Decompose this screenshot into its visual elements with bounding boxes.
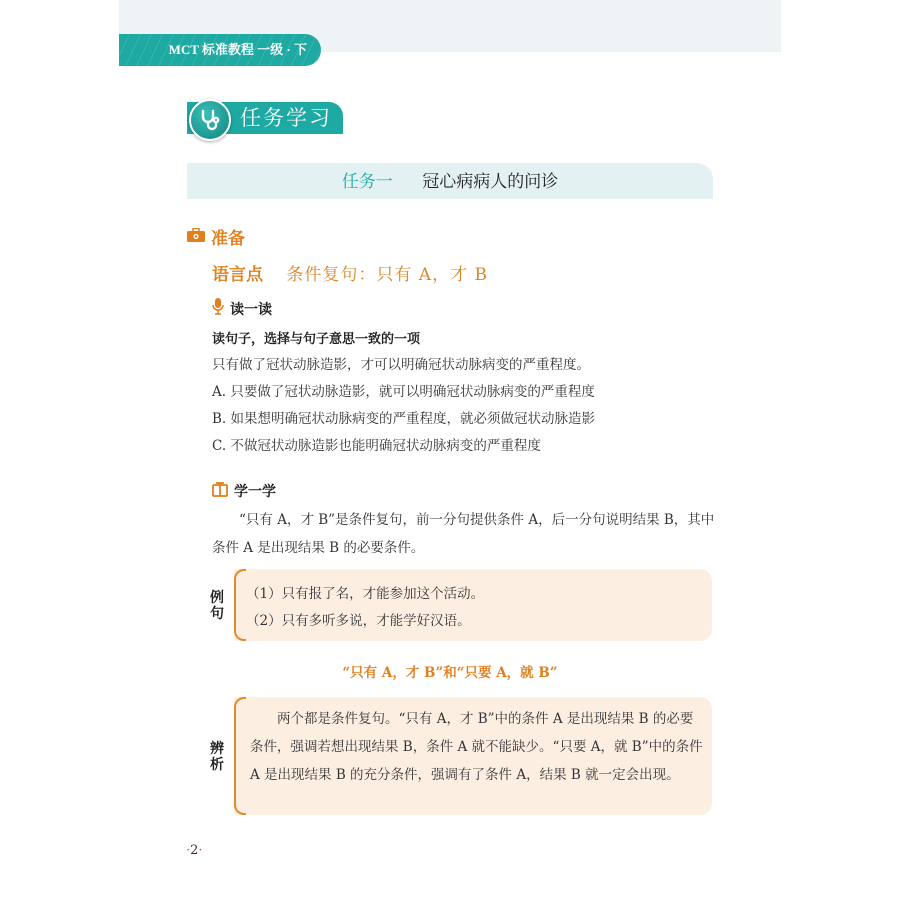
microphone-icon: [212, 298, 224, 319]
language-point: [212, 260, 488, 285]
learn-heading-label: 学一学: [234, 484, 276, 500]
stethoscope-icon: [189, 99, 231, 141]
option-b[interactable]: B. 如果想明确冠状动脉病变的严重程度，就必须做冠状动脉造影: [212, 411, 596, 427]
page-number: ·2·: [186, 843, 203, 858]
examples-box: [234, 569, 712, 641]
read-heading-label: 读一读: [230, 301, 272, 318]
example-item: （1）只有报了名，才能参加这个活动。: [246, 586, 485, 602]
comparison-text: 两个都是条件复句。“只有 A，才 B”中的条件 A 是出现结果 B 的必要条件，强调若想出现结果 B，条件 A 就不能缺少。“只要 A，就 B”中的条件 A 是出现结果 B 的充分条件，强调有了条件 A，结果 B 就一定会出现。: [250, 711, 703, 783]
task-number: 任务一: [341, 172, 393, 192]
book-title: MCT 标准教程 一级 · 下: [168, 42, 307, 57]
read-heading: [212, 298, 272, 319]
learn-paragraph: “只有 A，才 B”是条件复句，前一分句提供条件 A，后一分句说明结果 B，其中条件 A 是出现结果 B 的必要条件。: [212, 512, 715, 556]
comparison-label: 辨析: [210, 741, 224, 773]
example-item: （2）只有多听多说，才能学好汉语。: [246, 613, 471, 629]
examples-label: 例句: [210, 590, 224, 622]
read-sentence: 只有做了冠状动脉造影，才可以明确冠状动脉病变的严重程度。: [212, 357, 590, 373]
section-title: 任务学习: [240, 106, 332, 130]
prep-label: 准备: [211, 229, 245, 249]
book-icon: [212, 482, 228, 501]
option-a[interactable]: A. 只要做了冠状动脉造影，就可以明确冠状动脉病变的严重程度: [212, 384, 595, 400]
book-title-tab: [119, 34, 321, 66]
read-instruction: 读句子，选择与句子意思一致的一项: [212, 332, 421, 347]
task-title-bar: [187, 163, 713, 199]
prep-heading: [187, 224, 245, 249]
comparison-title: “只有 A，才 B”和“只要 A，就 B”: [342, 665, 558, 681]
language-point-label: 语言点: [212, 265, 263, 285]
language-point-text: 条件复句：只有 A，才 B: [286, 265, 488, 285]
learn-heading: [212, 481, 276, 501]
task-name: 冠心病病人的问诊: [422, 172, 559, 192]
option-c[interactable]: C. 不做冠状动脉造影也能明确冠状动脉病变的严重程度: [212, 438, 541, 454]
first-aid-kit-icon: [187, 227, 205, 247]
